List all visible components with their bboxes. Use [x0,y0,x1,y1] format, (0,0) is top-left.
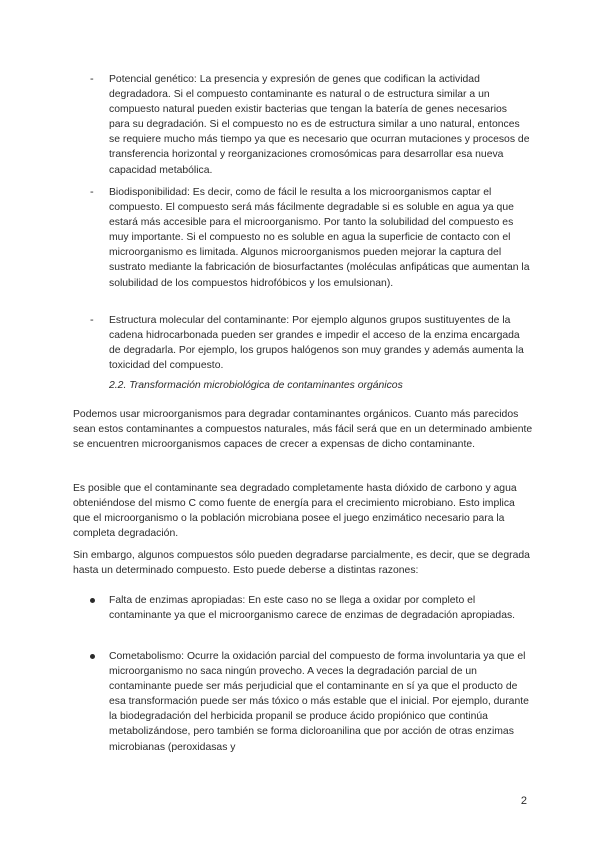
list-item-text: Biodisponibilidad: Es decir, como de fácil le resulta a los microorganismos captar el compuesto. El compuesto será más fácilmente degradable si es soluble en agua ya que estará más accesible para el microorganismo. Por tanto la solubilidad del compuesto es muy importante. Si el compuesto no es soluble en agua la superficie de contacto con el microorganismo es limitada. Algunos microorganismos pueden mejorar la captura del sustrato mediante la fabricación de biosurfactantes (moléculas anfipáticas que aumentan la solubilidad de los compuestos hidrofóbicos y los emulsionan). [109,187,530,289]
dash-marker: - [90,73,94,85]
bullet-item-cometabolism [90,649,530,755]
bullet-item-text: Falta de enzimas apropiadas: En este caso no se llega a oxidar por completo el contaminante ya que el microorganismo carece de enzimas de degradación apropiadas. [109,595,516,622]
list-item-text: Estructura molecular del contaminante: Por ejemplo algunos grupos sustituyentes de la cadena hidrocarbonada pueden ser grandes e impedir el acceso de la enzima encargada de degradarla. Por ejemplo, los grupos halógenos son muy grandes y además aumenta la toxicidad del compuesto. [109,315,524,372]
dash-marker: - [90,186,94,198]
bullet-dot-icon [90,654,95,659]
dash-marker: - [90,314,94,326]
paragraph: Sin embargo, algunos compuestos sólo pueden degradarse parcialmente, es decir, que se degrada hasta un determinado compuesto. Esto puede deberse a distintas razones: [73,550,530,577]
paragraph: Podemos usar microorganismos para degradar contaminantes orgánicos. Cuanto más parecidos sean estos contaminantes a compuestos naturales, más fácil será que en un determinado ambiente se encuentren microorganismos capaces de crecer a expensas de dicho contaminante. [73,409,533,451]
bullet-dot-icon [90,598,95,603]
list-item-text: Potencial genético: La presencia y expresión de genes que codifican la actividad degradadora. Si el compuesto contaminante es natural o de estructura similar a un compuesto natural pueden existir bacterias que tengan la batería de genes necesarios para su degradación. Si el compuesto no es de estructura similar a uno natural, entonces se requiere mucho más tiempo ya que es necesario que ocurran mutaciones y procesos de transferencia horizontal y reorganizaciones cromosómicas para desarrollar esa nueva capacidad metabólica. [109,74,530,176]
list-item-bioavailability [90,185,530,291]
bullet-item-missing-enzymes [90,593,530,623]
paragraph: Es posible que el contaminante sea degradado completamente hasta dióxido de carbono y agua obteniéndose del mismo C como fuente de energía para el crecimiento microbiano. Esto implica que el microorganismo o la población microbiana posee el juego enzimático necesario para la completa degradación. [73,483,517,540]
list-item-molecular-structure [90,313,530,373]
bullet-item-text: Cometabolismo: Ocurre la oxidación parcial del compuesto de forma involuntaria ya que el microorganismo no saca ningún provecho. A veces la degradación parcial de un contaminante puede ser más perjudicial que el contaminante en sí ya que el producto de esa transformación puede ser más tóxico o más estable que el inicial. Por ejemplo, durante la biodegradación del herbicida propanil se produce ácido propiónico que continúa metabolizándose, pero también se forma dicloroanilina que por acción de otras enzimas microbianas (peroxidasas y [109,651,529,753]
section-subheading: 2.2. Transformación microbiológica de contaminantes orgánicos [109,380,403,391]
list-item-genetic-potential [90,72,530,178]
page-number: 2 [520,795,527,807]
